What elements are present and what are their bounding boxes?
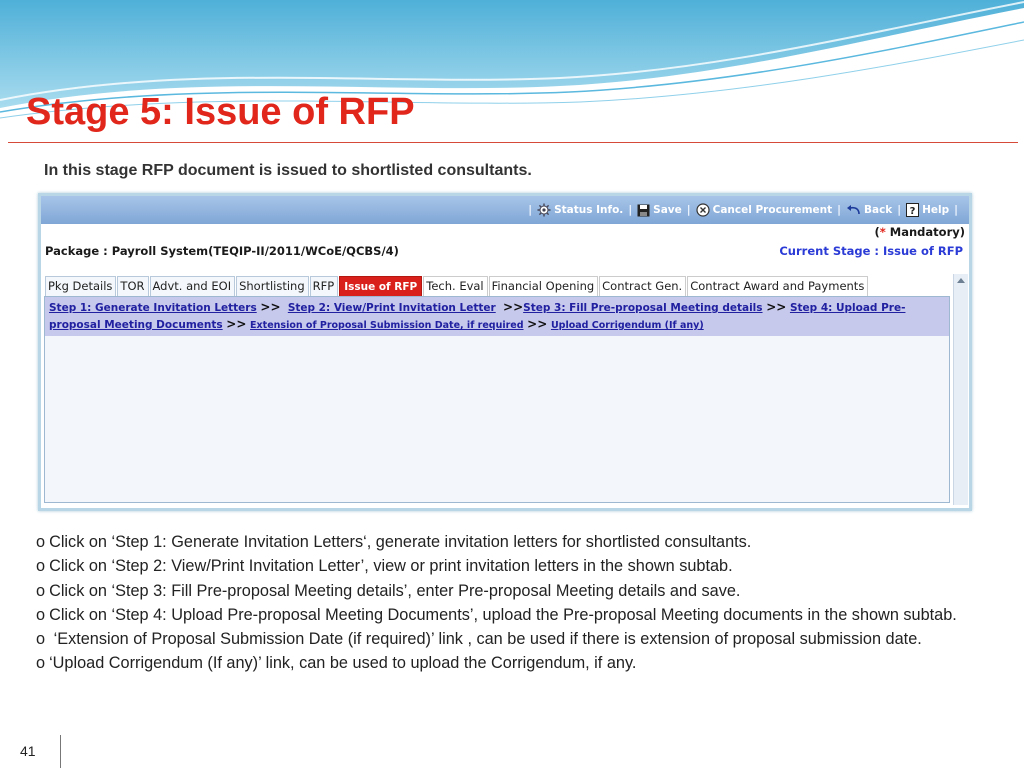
instruction-list <box>36 530 1006 676</box>
bullet-marker: o <box>36 605 46 624</box>
bullet-marker: o <box>36 581 46 600</box>
step4-link-part2: proposal Meeting Documents <box>49 319 223 331</box>
title-underline <box>8 142 1018 143</box>
bullet-marker: o <box>36 557 46 576</box>
instruction-text: Click on ‘Step 2: View/Print Invitation Letter’, view or print invitation letters in the shown subtab. <box>49 557 733 576</box>
tab-contract-award-payments[interactable]: Contract Award and Payments <box>687 276 868 296</box>
mandatory-star: * <box>879 225 886 239</box>
step3-link[interactable]: Step 3: Fill Pre-proposal Meeting details <box>523 302 763 314</box>
help-label: Help <box>922 204 950 216</box>
intro-text: In this stage RFP document is issued to shortlisted consultants. <box>44 162 532 179</box>
cancel-procurement-label: Cancel Procurement <box>712 204 833 216</box>
save-label: Save <box>653 204 682 216</box>
toolbar-separator: | <box>528 204 533 216</box>
gear-icon <box>537 203 551 217</box>
status-info-label: Status Info. <box>554 204 624 216</box>
bullet-marker: o <box>36 630 46 649</box>
tab-tech-eval[interactable]: Tech. Eval <box>423 276 487 296</box>
instruction-text: Click on ‘Step 3: Fill Pre-proposal Meeting details’, enter Pre-proposal Meeting details and save. <box>49 581 741 600</box>
toolbar-separator: | <box>837 204 841 216</box>
toolbar-separator: | <box>897 204 902 216</box>
step-separator: >> <box>527 317 548 331</box>
tab-advt-eoi[interactable]: Advt. and EOI <box>150 276 236 296</box>
instruction-item <box>36 603 1006 627</box>
tab-contract-gen[interactable]: Contract Gen. <box>599 276 686 296</box>
tab-content-area <box>44 296 950 503</box>
help-button[interactable] <box>906 203 949 217</box>
save-button[interactable] <box>637 204 682 217</box>
cancel-procurement-button[interactable] <box>696 203 833 217</box>
step-separator: >> <box>260 300 281 314</box>
bullet-marker: o <box>36 533 46 551</box>
instruction-text: Click on ‘Step 4: Upload Pre-proposal Meeting Documents’, upload the Pre-proposal Meeting documents in the shown subtab. <box>49 605 957 624</box>
slide-title: Stage 5: Issue of RFP <box>26 91 415 133</box>
step2-link[interactable]: Step 2: View/Print Invitation Letter <box>287 302 496 314</box>
stage-tabs <box>45 276 869 296</box>
help-icon <box>906 203 919 217</box>
mandatory-text: Mandatory) <box>885 225 965 239</box>
step-separator: >> <box>766 300 787 314</box>
floppy-icon <box>637 204 650 217</box>
vertical-scrollbar[interactable] <box>953 274 968 505</box>
toolbar-separator: | <box>686 204 691 216</box>
step1-link[interactable]: Step 1: Generate Invitation Letters <box>49 302 257 314</box>
step4-link-part1: Step 4: Upload Pre- <box>789 302 906 314</box>
step-links-bar <box>45 297 949 336</box>
instruction-item <box>36 579 1006 603</box>
package-row <box>45 244 965 262</box>
tab-rfp[interactable]: RFP <box>310 276 339 296</box>
upload-corrigendum-link[interactable]: Upload Corrigendum (If any) <box>550 320 704 331</box>
current-stage-label: Current Stage : Issue of RFP <box>779 244 963 258</box>
scroll-up-arrow-icon[interactable] <box>957 278 965 283</box>
instruction-item <box>36 530 1006 554</box>
toolbar-separator: | <box>954 204 958 216</box>
instruction-item <box>36 554 1006 578</box>
toolbar <box>41 196 969 224</box>
page-number-divider <box>60 735 61 768</box>
tab-tor[interactable]: TOR <box>117 276 148 296</box>
mandatory-note <box>875 225 966 239</box>
instruction-text: ‘Upload Corrigendum (If any)’ link, can be used to upload the Corrigendum, if any. <box>49 654 637 673</box>
status-info-button[interactable] <box>537 203 623 217</box>
page-number: 41 <box>20 743 36 759</box>
app-screenshot-panel <box>38 193 972 511</box>
toolbar-separator: | <box>628 204 633 216</box>
back-label: Back <box>863 204 893 216</box>
extension-link[interactable]: Extension of Proposal Submission Date, if required <box>250 320 524 331</box>
tab-shortlisting[interactable]: Shortlisting <box>236 276 309 296</box>
back-button[interactable] <box>846 204 892 216</box>
instruction-item <box>36 651 1006 675</box>
tab-financial-opening[interactable]: Financial Opening <box>489 276 599 296</box>
mandatory-open-paren: ( <box>874 225 880 239</box>
package-label: Package : Payroll System(TEQIP-II/2011/WCoE/QCBS/4) <box>45 244 399 258</box>
step-separator: >> <box>226 317 247 331</box>
instruction-item <box>36 627 1006 651</box>
instruction-text: Click on ‘Step 1: Generate Invitation Letters‘, generate invitation letters for shortlisted consultants. <box>49 533 752 551</box>
tab-issue-of-rfp[interactable]: Issue of RFP <box>339 276 422 296</box>
instruction-text: ‘Extension of Proposal Submission Date (if required)’ link , can be used if there is extension of proposal submission date. <box>49 630 922 649</box>
tab-pkg-details[interactable]: Pkg Details <box>45 276 116 296</box>
svg-text:?: ? <box>909 206 916 217</box>
cancel-circle-icon <box>696 203 710 217</box>
step-separator: >> <box>503 300 524 314</box>
bullet-marker: o <box>36 654 46 673</box>
back-arrow-icon <box>846 204 861 216</box>
